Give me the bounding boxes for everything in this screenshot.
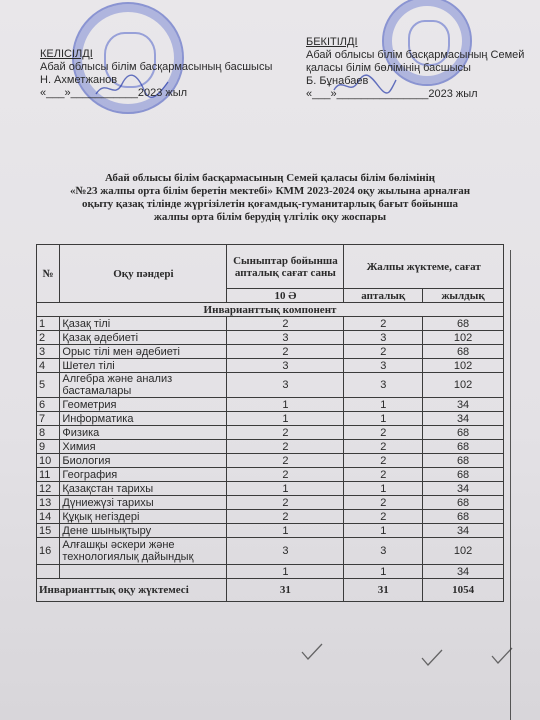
check-mark-icon [420, 648, 444, 668]
row-per-week: 2 [344, 317, 423, 331]
row-subject: География [60, 468, 227, 482]
row-subject: Геометрия [60, 398, 227, 412]
table-row [37, 510, 504, 524]
approval-left [40, 48, 300, 100]
check-mark-icon [490, 646, 514, 666]
row-subject: Құқық негіздері [60, 510, 227, 524]
row-per-year: 68 [423, 426, 504, 440]
approval-right [306, 36, 536, 101]
table-row [37, 524, 504, 538]
row-weekly-hours: 2 [227, 345, 344, 359]
title-line-3: оқыту қазақ тілінде жүргізілетін қоғамдық-гуманитарлық бағыт бойынша [81, 198, 459, 210]
row-subject: Дене шынықтыру [60, 524, 227, 538]
row-subject: Алғашқы әскери және технологиялық дайындық [60, 538, 227, 565]
table-row [37, 468, 504, 482]
total-per-year: 1054 [423, 579, 504, 602]
approval-right-name: Б. Бұнабаев [306, 75, 369, 87]
approval-right-position: Абай облысы білім басқармасының Семей қаласы білім бөлімінің басшысы [306, 49, 525, 74]
row-num: 5 [37, 373, 60, 398]
row-per-year: 68 [423, 440, 504, 454]
table-row [37, 565, 504, 579]
header-per-week: апталық [344, 289, 423, 303]
row-per-year: 34 [423, 524, 504, 538]
row-weekly-hours: 2 [227, 454, 344, 468]
row-per-year: 34 [423, 565, 504, 579]
table-row [37, 331, 504, 345]
row-per-week: 3 [344, 359, 423, 373]
table-row [37, 454, 504, 468]
row-weekly-hours: 2 [227, 426, 344, 440]
row-num: 8 [37, 426, 60, 440]
row-subject: Орыс тілі мен әдебиеті [60, 345, 227, 359]
row-per-year: 68 [423, 345, 504, 359]
row-weekly-hours: 3 [227, 359, 344, 373]
row-num: 14 [37, 510, 60, 524]
row-weekly-hours: 1 [227, 524, 344, 538]
row-subject: Дүниежүзі тарихы [60, 496, 227, 510]
row-num: 1 [37, 317, 60, 331]
row-per-year: 34 [423, 482, 504, 496]
row-subject: Физика [60, 426, 227, 440]
row-num: 16 [37, 538, 60, 565]
row-per-week: 1 [344, 482, 423, 496]
row-per-year: 102 [423, 538, 504, 565]
row-weekly-hours: 3 [227, 538, 344, 565]
header-total-load: Жалпы жүктеме, сағат [344, 245, 504, 289]
table-row [37, 426, 504, 440]
row-per-week: 2 [344, 468, 423, 482]
title-line-1: Абай облысы білім басқармасының Семей қаласы білім бөлімінің [104, 172, 436, 184]
row-num: 12 [37, 482, 60, 496]
row-per-week: 3 [344, 538, 423, 565]
row-per-year: 68 [423, 317, 504, 331]
row-num: 15 [37, 524, 60, 538]
approval-left-position: Абай облысы білім басқармасының басшысы [40, 61, 273, 73]
section-invariant: Инварианттық компонент [37, 303, 504, 317]
table-row [37, 359, 504, 373]
row-subject: Қазақ тілі [60, 317, 227, 331]
row-num: 11 [37, 468, 60, 482]
row-num [37, 565, 60, 579]
table-row [37, 538, 504, 565]
total-per-week: 31 [344, 579, 423, 602]
row-weekly-hours: 2 [227, 440, 344, 454]
row-weekly-hours: 1 [227, 412, 344, 426]
check-mark-icon [300, 642, 324, 662]
table-row [37, 373, 504, 398]
row-weekly-hours: 3 [227, 331, 344, 345]
row-per-week: 3 [344, 331, 423, 345]
row-num: 2 [37, 331, 60, 345]
study-plan-table [36, 244, 504, 602]
total-row [37, 579, 504, 602]
approval-left-name: Н. Ахметжанов [40, 74, 118, 86]
header-weekly: Сыныптар бойынша апталық сағат саны [227, 245, 344, 289]
row-per-year: 68 [423, 510, 504, 524]
row-subject: Алгебра және анализ бастамалары [60, 373, 227, 398]
row-per-year: 102 [423, 373, 504, 398]
title-line-4: жалпы орта білім берудің үлгілік оқу жоспары [153, 211, 387, 223]
row-num: 7 [37, 412, 60, 426]
header-per-year: жылдық [423, 289, 504, 303]
total-label: Инварианттық оқу жүктемесі [37, 579, 227, 602]
row-per-year: 68 [423, 496, 504, 510]
row-num: 3 [37, 345, 60, 359]
table-row [37, 345, 504, 359]
header-num: № [37, 245, 60, 303]
row-weekly-hours: 2 [227, 468, 344, 482]
row-subject: Биология [60, 454, 227, 468]
row-per-week: 1 [344, 524, 423, 538]
row-per-year: 68 [423, 454, 504, 468]
table-row [37, 317, 504, 331]
row-subject: Қазақ әдебиеті [60, 331, 227, 345]
row-weekly-hours: 1 [227, 482, 344, 496]
row-per-year: 102 [423, 359, 504, 373]
row-per-week: 2 [344, 345, 423, 359]
row-subject: Информатика [60, 412, 227, 426]
row-subject [60, 565, 227, 579]
row-per-year: 102 [423, 331, 504, 345]
row-num: 4 [37, 359, 60, 373]
row-per-week: 1 [344, 398, 423, 412]
row-weekly-hours: 1 [227, 565, 344, 579]
row-per-week: 2 [344, 426, 423, 440]
row-weekly-hours: 1 [227, 398, 344, 412]
row-weekly-hours: 2 [227, 317, 344, 331]
row-num: 13 [37, 496, 60, 510]
row-per-week: 3 [344, 373, 423, 398]
row-subject: Шетел тілі [60, 359, 227, 373]
row-per-week: 2 [344, 440, 423, 454]
row-weekly-hours: 2 [227, 510, 344, 524]
row-per-week: 2 [344, 454, 423, 468]
header-grade: 10 Ә [227, 289, 344, 303]
row-per-year: 68 [423, 468, 504, 482]
table-row [37, 398, 504, 412]
table-row [37, 482, 504, 496]
row-weekly-hours: 3 [227, 373, 344, 398]
row-per-week: 2 [344, 496, 423, 510]
title-line-2: «№23 жалпы орта білім беретін мектебі» КММ 2023-2024 оқу жылына арналған [69, 185, 471, 197]
row-per-year: 34 [423, 412, 504, 426]
document-title [20, 172, 520, 224]
row-num: 9 [37, 440, 60, 454]
table-row [37, 496, 504, 510]
row-num: 6 [37, 398, 60, 412]
row-num: 10 [37, 454, 60, 468]
total-weekly: 31 [227, 579, 344, 602]
row-per-week: 1 [344, 412, 423, 426]
row-weekly-hours: 2 [227, 496, 344, 510]
row-per-week: 1 [344, 565, 423, 579]
table-row [37, 412, 504, 426]
header-subject: Оқу пәндері [60, 245, 227, 303]
approval-left-heading: КЕЛІСІЛДІ [40, 48, 93, 60]
approval-right-heading: БЕКІТІЛДІ [306, 36, 358, 48]
table-row [37, 440, 504, 454]
row-per-year: 34 [423, 398, 504, 412]
approval-left-date: «___»___________2023 жыл [40, 87, 188, 99]
row-per-week: 2 [344, 510, 423, 524]
row-subject: Химия [60, 440, 227, 454]
row-subject: Қазақстан тарихы [60, 482, 227, 496]
approval-right-date: «___»_______________2023 жыл [306, 88, 478, 100]
